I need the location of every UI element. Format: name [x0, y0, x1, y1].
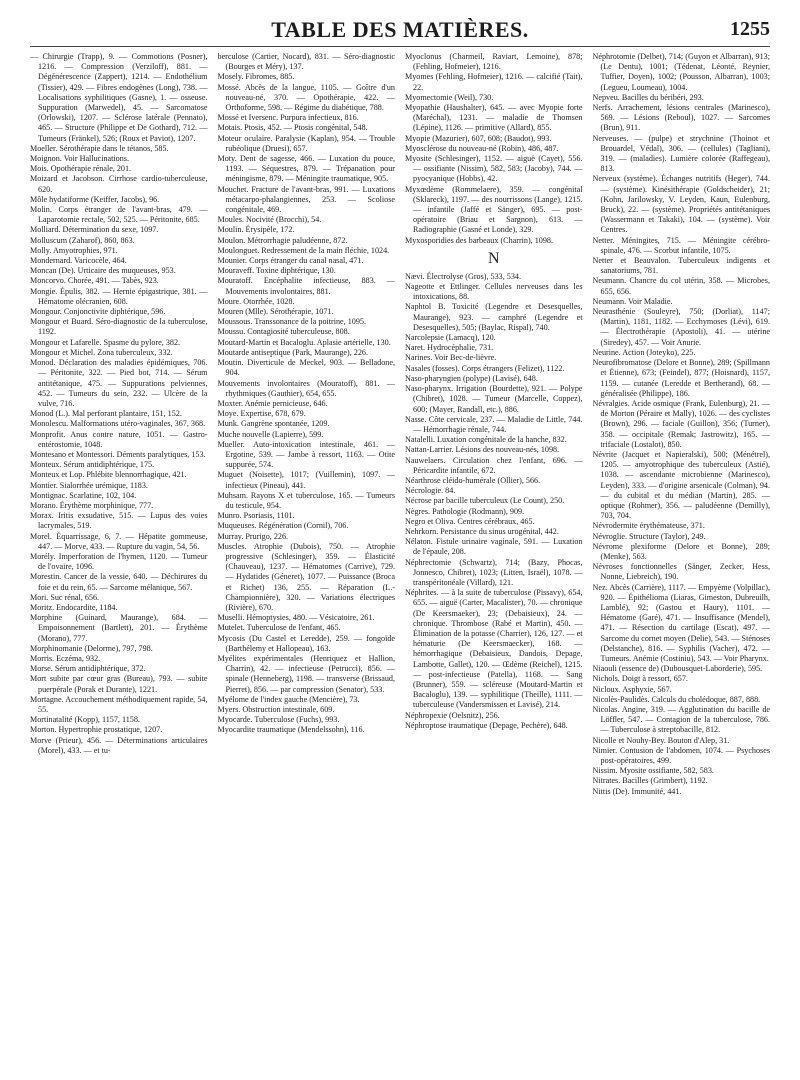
index-entry: Nécrologie. 84.	[405, 486, 456, 496]
index-entry: Molly. Amyotrophies, 971.	[30, 245, 118, 255]
index-entry: Moussous. Transsonance de la poitrine, 1095.	[217, 317, 366, 327]
index-entry: Nerveuses. — (pulpe) et strychnine (Thoinot et Brouardel, Védal), 306. — (cellules) (Tagliani), 319. — (maladies). Lumière colorée (Raffegeau), 813.	[592, 133, 770, 174]
index-entry: Névroses fonctionnelles (Sänger, Zecker, Hess, Nonne, Liebreich), 190.	[592, 562, 770, 582]
index-entry: Neurasthénie (Souleyre), 750; (Dorliat), 1147; (Martin), 1181, 1182. — Ecchymoses (Lévi), 619. — Électrothérapie (Apostoli), 41. — utérine (Siredey), 457. — Voir Anurie.	[592, 307, 770, 347]
index-entry: Nélaton. Fistule urinaire vaginale, 591. — Luxation de l'épaule, 208.	[405, 537, 583, 557]
index-entry: Molliard. Détermination du sexe, 1097.	[30, 225, 159, 235]
index-entry: Morel. Équarrissage, 6, 7. — Hépatite gommeuse, 447. — Morve, 433. — Rupture du vagin, 54, 56.	[30, 531, 208, 551]
index-entry: Nasse. Côte cervicale, 237. — Maladie de Little, 744. — Hémorrhagie rénale, 744.	[405, 414, 583, 434]
index-entry: Mort subite par cœur gras (Bureau), 793. — subite puerpérale (Porak et Durante), 1221.	[30, 674, 208, 694]
index-entry: Moxter. Anémie pernicieuse, 646.	[217, 398, 328, 408]
index-entry: Mongie. Épulis, 382. — Hernie épigastrique, 381. — Hématome olécranien, 608.	[30, 286, 208, 306]
index-entry: Myélome de l'index gauche (Mencière), 73.	[217, 694, 360, 704]
index-entry: Murray. Prurigo, 226.	[217, 531, 289, 541]
index-entry: Moulonguet. Redressement de la main fléchie, 1024.	[217, 245, 390, 255]
index-entry: Netter. Méningites, 715. — Méningite cérébro-spinale, 476. — Scorbut infantile, 1075.	[592, 235, 770, 255]
index-entry: Morestin. Cancer de la vessie, 640. — Déchirures du foie et du rein, 65. — Sarcome mélanique, 567.	[30, 572, 208, 592]
index-entry: Névralgies. Acide osmique (Frank, Eulenburg), 21. — de Morton (Péraire et Mally), 1026. — des cyclistes (Brown), 296. — faciale (Guillon), 356; (Turner), 358. — occipitale (Remak; Jastrowitz), 165. — trifaciale (Lostalot), 850.	[592, 398, 770, 449]
index-entry: Natalelli. Luxation congénitale de la hanche, 832.	[405, 435, 567, 445]
index-entry: Nauwelaers. Circulation chez l'enfant, 696. — Péricardite infantile, 672.	[405, 455, 583, 475]
index-entry: Mouraveff. Toxine diphtérique, 130.	[217, 266, 336, 276]
index-entry: Morax. Iritis exsudative, 515. — Lupus des voies lacrymales, 519.	[30, 511, 208, 531]
index-entry: Nehrkorn. Persistance du sinus urogénital, 442.	[405, 526, 559, 536]
index-entry: Myxœdème (Rommelaere), 359. — congénital (Sklareck), 1197. — des nourrissons (Lange), 1215. — infantile (Jaffé et Sänger), 695. — post-opératoire (Briau et Sargnon), 613. — Radiographie (Gasné et Londe), 329.	[405, 184, 583, 235]
index-entry: Myxosporidies des barbeaux (Charrin), 1098.	[405, 235, 554, 245]
index-entry: Myocarde. Tuberculose (Fuchs), 993.	[217, 715, 340, 725]
index-entry: Moncan (De). Urticaire des muqueuses, 953.	[30, 266, 176, 276]
index-entry: Nageotte et Ettlinger. Cellules nerveuses dans les intoxications, 88.	[405, 282, 583, 302]
index-entry: Moulin. Érysipèle, 172.	[217, 225, 295, 235]
index-entry: Molin. Corps étranger de l'avant-bras, 479. — Laparotomie rectale, 502, 525. — Péritonite, 685.	[30, 205, 208, 225]
index-entry: Muselli. Hémoptysies, 480. — Vésicatoire, 261.	[217, 613, 375, 623]
page-title: TABLE DES MATIÈRES.	[271, 17, 529, 42]
index-entry: Néphrotomie (Delbet), 714; (Guyon et Albarran), 913; (Le Dentu), 1001; (Tédenat, Léonté, Reynier, Tuffier, Doyen), 1002; (Pousson, Albarran), 1003; (Legueu, Loumeau), 1004.	[592, 52, 770, 92]
index-entry: Moussu. Contagiosité tuberculeuse, 808.	[217, 327, 350, 337]
index-entry: Morton. Hypertrophie prostatique, 1207.	[30, 725, 163, 735]
index-entry: Morély. Imperforation de l'hymen, 1120. — Tumeur de l'ovaire, 1096.	[30, 551, 208, 572]
index-entry: Muscles. Atrophie (Dubois), 750. — Atrophie progressive (Schlesinger), 359. — Élasticité (Chauveau), 1237. — Hématomes (Carrive), 729. — Hydatides (Géneret), 1077. — Puissance (Broca et Richet) 136, 255. — Réparation (L.-Championnière), 320. — Variations électriques (Rivière), 670.	[217, 541, 395, 612]
index-entry: Moncorvo. Chorée, 491. — Tabès, 923.	[30, 276, 159, 286]
index-entry: Netter et Beauvalon. Tuberculeux indigents et sanatoriums, 781.	[592, 256, 770, 276]
index-entry: berculose (Cartier, Nocard), 831. — Séro-diagnostic (Bourges et Méry), 137.	[217, 52, 395, 72]
index-entry: Nissim. Myosite ossifiante, 582, 583.	[592, 766, 714, 776]
index-entry: Myomes (Fehling, Hofmeier), 1216. — calcifié (Tait), 22.	[405, 72, 583, 92]
index-entry: Myoclonus (Charmeil, Raviart, Lemoine), 878; (Fehling, Hofmeier), 1216.	[405, 52, 583, 72]
index-column-4	[593, 52, 771, 1072]
section-letter: N	[487, 249, 500, 267]
index-entry: Névrite (Jacquet et Napieralski), 500; (Ménétrel), 1205. — amyotrophique des tuberculeux (Astié), 1038. — ascendante microbienne (Marinesco), Leyden), 333. — d'origine arsenicale (Colman), 94. — du cubital et du médian (Martin), 285. — optique (Rohmer), 356. — paludéenne (Demilly), 703, 704.	[592, 449, 770, 521]
index-entry: Nitrates. Bacilles (Grimbert), 1192.	[592, 776, 708, 786]
index-entry: Monod (L.). Mal perforant plantaire, 151, 152.	[30, 409, 182, 419]
index-entry: Nattan-Larrier. Lésions des nouveau-nés, 1098.	[405, 445, 560, 455]
index-entry: Mortagne. Accouchement méthodiquement rapide, 54, 55.	[30, 694, 208, 714]
index-entry: Morano. Érythème morphinique, 777.	[30, 500, 154, 510]
index-entry: Mycosis (Du Castel et Leredde), 259. — fongoïde (Barthélemy et Hallopeau), 163.	[217, 633, 395, 653]
index-entry: Mouvements involontaires (Mouratoff), 881. — rhythmiques (Gauthier), 654, 655.	[217, 378, 395, 398]
index-entry: Nicolle et Nouhy-Bey. Bouton d'Alep, 31.	[592, 735, 730, 745]
index-entry: Nichols. Doigt à ressort, 657.	[592, 674, 688, 684]
index-entry: Naphtol B. Toxicité (Legendre et Desesquelles, Maurange), 923. — camphré (Legendre et Desesquelles), 505; (Baylac, Rispal), 740.	[405, 302, 583, 332]
index-columns	[30, 52, 770, 1072]
index-entry: Moeller. Sérothérapie dans le tétanos, 585.	[30, 143, 169, 153]
index-entry: Nicolès-Paulidès. Calculs du cholédoque, 887, 888.	[592, 694, 761, 704]
index-entry: Myélites expérimentales (Henriquez et Hallion, Charrin), 42. — infectieuse (Petrucci), 856. — spinale (Henneberg), 1198. — transverse (Brissaud, Pierret), 856. — par compression (Senator), 533.	[217, 653, 395, 694]
index-column-3	[405, 52, 583, 1072]
index-entry: Negro et Oliva. Centres cérébraux, 465.	[405, 516, 535, 526]
index-entry: Nepveu. Bacilles du béribéri, 293.	[592, 92, 704, 102]
index-entry: Nègres. Pathologie (Rodmann), 909.	[405, 506, 525, 516]
index-entry: Montignac. Scarlatine, 102, 104.	[30, 490, 137, 500]
index-entry: Mouratoff. Encéphalite infectieuse, 883. — Mouvements involontaires, 881.	[217, 276, 395, 296]
index-entry: Moutin. Diverticule de Meckel, 903. — Belladone, 904.	[217, 358, 395, 378]
index-entry: Mortinatalité (Kopp), 1157, 1158.	[30, 715, 140, 725]
index-entry: Névrome plexiforme (Delore et Bonne), 289; (Menke), 563.	[592, 541, 770, 561]
index-entry: Neurofibromatose (Delore et Bonne), 289; (Spillmann et Étienne), 673; (Feindel), 877; (Hoisnard), 1157, 1159. — cutanée (Leredde et Bertherand), 68. — généralisée (Philippe), 186.	[592, 358, 770, 398]
index-entry: Morris. Eczéma, 932.	[30, 653, 101, 663]
index-entry: Myomectomie (Weil), 730.	[405, 92, 494, 102]
index-entry: Myers. Obstruction intestinale, 609.	[217, 705, 335, 714]
index-entry: Moules. Nocivité (Brocchi), 54.	[217, 215, 322, 225]
index-entry: Môle hydatiforme (Keiffer, Jacobs), 96.	[30, 194, 160, 204]
index-entry: Mueller. Auto-intoxication intestinale, 461. — Ergotine, 539. — Jambe à ressort, 1163. — Otite suppurée, 574.	[217, 439, 395, 470]
index-entry: Moutarde antiseptique (Park, Maurange), 226.	[217, 347, 368, 357]
index-entry: Néphroptose traumatique (Depage, Pechère), 648.	[405, 720, 568, 730]
index-entry: Moure. Otorrhée, 1028.	[217, 296, 295, 306]
header-rule	[30, 46, 770, 47]
index-entry: Mossé. Abcès de la langue, 1105. — Goître d'un nouveau-né, 370. — Opothérapie, 422. — Orthoforme, 598. — Régime du diabétique, 788.	[217, 82, 395, 113]
index-column-1	[30, 52, 208, 1072]
index-entry: Mosely. Fibromes, 885.	[217, 72, 295, 82]
index-entry: Nimier. Contusion de l'abdomen, 1074. — Psychoses post-opératoires, 499.	[592, 745, 770, 766]
index-entry: Narines. Voir Bec-de-lièvre.	[405, 353, 497, 363]
index-entry: Myosite (Schlesinger), 1152. — aiguë (Cayet), 556. — ossifiante (Nissim), 582, 583; (Jacoby), 744. — pyocyanique (Hobbs), 42.	[405, 154, 583, 184]
index-entry: Moutard-Martin et Bacaloglu. Aplasie artérielle, 130.	[217, 337, 391, 347]
index-entry: Mondernard. Varicocèle, 464.	[30, 256, 127, 266]
index-entry: Mossé et Iversenc. Purpura infectieux, 816.	[217, 113, 359, 123]
index-entry: Nerveux (système). Échanges nutritifs (Heger), 744. — (système). Kinésithérapie (Goldscheider), 21; (Kohn, Jarilowsky, V. Leyden, Kaun, Eulenburg, Bruck), 22. — (système). Propriétés antitétaniques (Wassermann et Takaki), 104. — (système). Voir Centres.	[592, 174, 770, 235]
index-entry: Mongour et Lafarelle. Spasme du pylore, 382.	[30, 337, 181, 347]
index-entry: Myocardite traumatique (Mendelssohn), 116.	[217, 725, 365, 735]
index-entry: Nittis (De). Immunité, 441.	[592, 786, 682, 796]
index-entry: Neumann. Chancre du col utérin, 358. — Microbes, 655, 656.	[592, 276, 770, 296]
index-entry: — Chirurgie (Trapp), 9. — Commotions (Posner), 1216. — Compression (Verziloff), 881. — Dégénérescence (Zappert), 1214. — Endothélium (Tissier), 429. — Fibres endogènes (Long), 738. — Localisations syphilitiques (Gasne), 1. — osseuse. Suppuration (Marwedel), 45. — Sarcomatose (Orlowski), 1207. — Sclérose latérale (Pennato), 465. — Structure (Philippe et De Gothard), 712. — Tumeurs (Fränkel), 526; (Roux et Paviot), 1207.	[30, 52, 208, 143]
index-entry: Muqueuses. Régénération (Cornil), 706.	[217, 521, 349, 531]
index-entry: Néphrites. — à la suite de tuberculose (Pissavy), 654, 655. — aiguë (Carter, Macalister), 70. — chronique (De Keersmaeker), 23; (Debaisieux), 24. — chronique. Thrombose (Rabé et Martin), 450. — Élimination de la potasse (Charrier), 126, 127. — et hématurie (De Keersmaecker), 168. — hémorrhagique (Debaisieux, Dandois, Depage, Lambotte, Gallet), 120. — Œdème (Reichel), 1215. — post-infectieuse (Patella), 1168. — Sang (Brunner), 559. — scléreuse (Moutard-Martin et Bacaloglu), 139. — syphilitique (Theille), 1111. — tuberculeuse (Vandersmissen et Lavisé), 214.	[405, 588, 583, 710]
index-entry: Moye. Expertise, 678, 679.	[217, 409, 306, 419]
index-entry: Nicloux. Asphyxie, 567.	[592, 684, 672, 694]
index-column-2	[218, 52, 396, 1072]
index-entry: Nicolas. Angine, 319. — Agglutination du bacille de Löffler, 547. — Contagion de la tuberculose, 786. — Tuberculose à streptobacille, 812.	[592, 705, 770, 735]
index-entry: Mouchet. Fracture de l'avant-bras, 991. — Luxations métacarpo-phalangiennes, 253. — Scoliose congénitale, 469.	[217, 184, 395, 215]
index-entry: Morphine (Guinard, Maurange), 684. — Empoisonnement (Bartlett), 201. — Érythème (Morano), 777.	[30, 613, 208, 643]
index-entry: Morve (Prieur), 456. — Déterminations articulaires (Morel), 433. — et tu-	[30, 735, 208, 755]
index-entry: Morphinomanie (Delorme), 797, 798.	[30, 643, 153, 653]
index-entry: Monteux et Lop. Phlébite blennorrhagique, 421.	[30, 470, 187, 480]
index-entry: Monolescu. Malformations utéro-vaginales, 367, 368.	[30, 419, 206, 429]
index-entry: Muhsam. Rayons X et tuberculose, 165. — Tumeurs du testicule, 954.	[217, 490, 395, 510]
index-entry: Motais. Ptosis, 452. — Ptosis congénital, 548.	[217, 123, 368, 133]
page-number: 1255	[730, 18, 770, 40]
index-entry: Monprofit. Anus contre nature, 1051. — Gastro-entérostomie, 1048.	[30, 429, 208, 449]
index-entry: Mongour et Michel. Zona tuberculeux, 332.	[30, 347, 173, 357]
index-entry: Néphropexie (Oelsnitz), 256.	[405, 710, 500, 720]
index-entry: Néarthrose cléido-humérale (Ollier), 566.	[405, 475, 541, 485]
index-entry: Niaouli (essence de) (Dubousquet-Laborderie), 595.	[592, 664, 763, 674]
index-entry: Monteux. Sérum antidiphtérique, 175.	[30, 460, 155, 470]
index-entry: Névrodermite érythémateuse, 371.	[592, 521, 705, 531]
index-entry: Mounier. Corps étranger du canal nasal, 471.	[217, 256, 364, 266]
index-entry: Mongour. Conjonctivite diphtérique, 596.	[30, 307, 166, 317]
index-entry: Naret. Hydrocéphalie, 731.	[405, 343, 494, 353]
index-entry: Naso-pharynx. Irrigation (Bourdette), 921. — Polype (Chibret), 1028. — Tumeur (Marcelle, Coppez), 600; (Mayer, Randall, etc.), 886.	[405, 384, 583, 414]
index-entry: Myosclérose du nouveau-né (Robin), 486, 487.	[405, 143, 559, 153]
index-entry: Narcolepsie (Lamacq), 120.	[405, 333, 496, 343]
index-entry: Mongour et Buard. Séro-diagnostic de la tuberculose, 1192.	[30, 317, 208, 337]
index-entry: Naso-pharyngien (polype) (Lavisé), 648.	[405, 373, 538, 383]
index-entry: Nez. Abcès (Carrière), 1117. — Empyème (Volpillac), 920. — Épithélioma (Liaras, Gimeston, Dubreuilh, Lamblé), 92; (Gastou et Haury), 1101. — Hématome (Garé), 471. — Insuffisance (Mendel), 471. — Résection du cartilage (Escat), 497. — Sarcome du cornet moyen (Delie), 543. — Sténoses (Delstanche), 816. — Syphilis (Vacher), 472. — Tumeurs. Anémie (Costiniu), 543. — Voir Pharynx.	[592, 582, 770, 663]
index-entry: Montesano et Montessori. Déments paralytiques, 153.	[30, 449, 206, 459]
index-entry: Nasales (fosses). Corps étrangers (Felizet), 1122.	[405, 363, 565, 373]
index-entry: Mori. Suc rénal, 656.	[30, 592, 100, 602]
page-header	[30, 14, 770, 44]
index-entry: Molluscum (Zaharof), 860, 863.	[30, 235, 135, 245]
index-entry: Muche nouvelle (Lapierre), 599.	[217, 429, 324, 439]
index-entry: Morse. Sérum antidiphtérique, 372.	[30, 664, 146, 674]
index-entry: Névroglie. Structure (Taylor), 249.	[592, 531, 706, 541]
index-entry: Mois. Opothérapie rénale, 201.	[30, 164, 132, 174]
index-entry: Neurine. Action (Joteyko), 225.	[592, 347, 696, 357]
index-entry: Neumann. Voir Maladie.	[592, 296, 673, 306]
index-entry: Moteur oculaire. Paralysie (Kaplan), 954. — Trouble rubéolique (Druesi), 657.	[217, 133, 395, 153]
index-entry: Munro. Psoriasis, 1101.	[217, 511, 295, 521]
index-entry: Néphrectomie (Schwartz), 714; (Bazy, Phocas, Jonnesco, Chibret), 1023; (Litten, Israël), 1078. — transpéritonéale (Villard), 121.	[405, 557, 583, 587]
index-entry: Moignon. Voir Hallucinations.	[30, 154, 130, 164]
index-entry: Myopie (Mazurier), 607, 608; (Baudot), 993.	[405, 133, 552, 143]
index-entry: Myopathie (Haushalter), 645. — avec Myopie forte (Maréchal), 1231. — maladie de Thomsen (Lépine), 1126. — primitive (Allard), 855.	[405, 103, 583, 133]
index-entry: Montier. Sialorrhée urémique, 1183.	[30, 480, 148, 490]
index-entry: Moty. Dent de sagesse, 466. — Luxation du pouce, 1193. — Séquestres, 879. — Trépanation pour méningisme, 879. — Méningite traumatique, 905.	[217, 154, 395, 184]
index-entry: Moizard et Jacobson. Cirrhose cardio-tuberculeuse, 620.	[30, 174, 208, 194]
index-entry: Monod. Déclaration des maladies épidémiques, 706. — Péritonite, 322. — Pied bot, 714. — Sérum antitétanique, 475. — Suppurations pelviennes, 452. — Tumeurs du sein, 232. — Ulcère de la vulve, 716.	[30, 358, 208, 408]
index-entry: Nævi. Électrolyse (Gros), 533, 534.	[405, 271, 521, 281]
index-entry: Mouren (Mlle). Sérothérapie, 1071.	[217, 307, 334, 317]
index-entry: Munk. Gangrène spontanée, 1209.	[217, 419, 330, 429]
index-entry: Moritz. Endocardite, 1184.	[30, 602, 118, 612]
index-entry: Nécrose par bacille tuberculeux (Le Count), 250.	[405, 496, 565, 506]
index-entry: Nerfs. Arrachement, lésions centrales (Marinesco), 569. — Lésions (Reboul), 1027. — Sarcomes (Brun), 911.	[592, 103, 770, 133]
index-entry: Mutelet. Tuberculose de l'enfant, 465.	[217, 623, 341, 633]
index-entry: Muguet (Noisette), 1017; (Vuillemin), 1097. — infectieux (Pineau), 441.	[217, 470, 395, 490]
index-entry: Moulon. Métrorrhagie paludéenne, 872.	[217, 235, 348, 245]
